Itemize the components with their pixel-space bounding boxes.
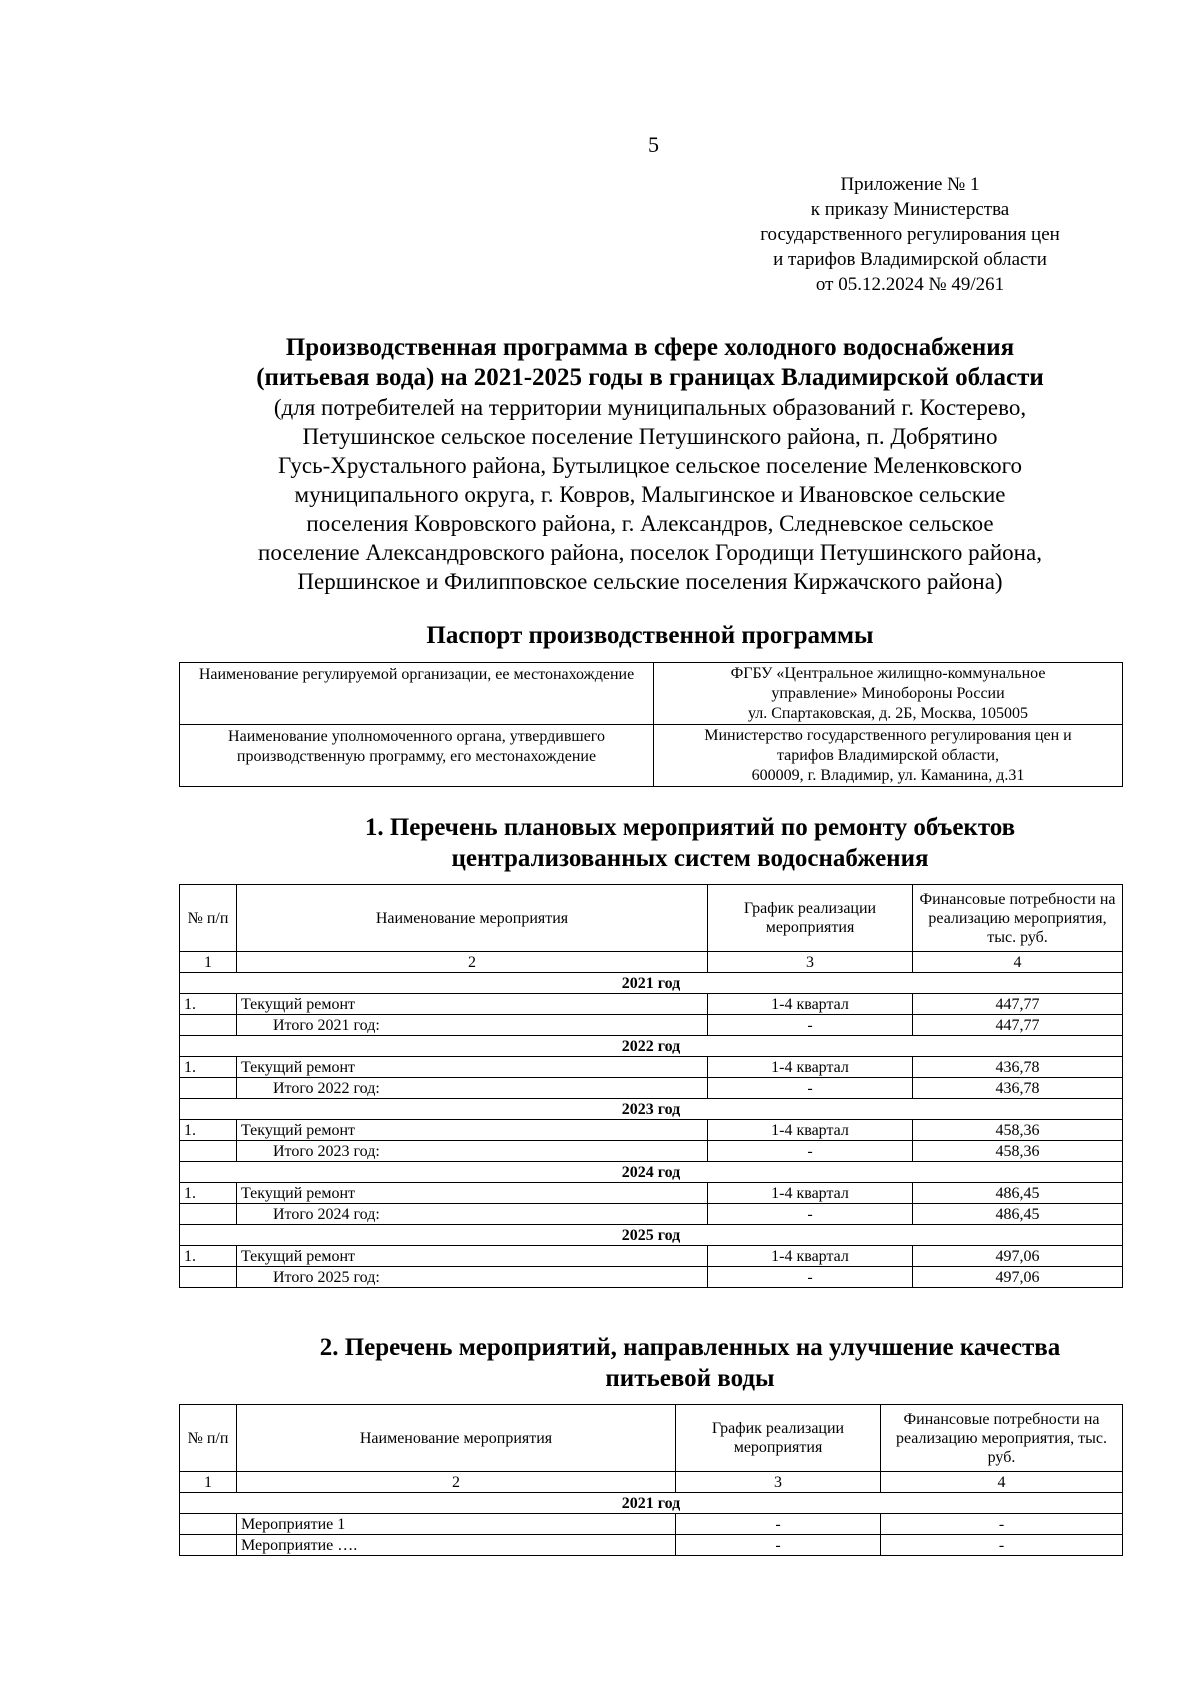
passport-table xyxy=(179,662,1123,787)
header-num: № п/п xyxy=(180,885,237,952)
title-bold-line: (питьевая вода) на 2021-2025 годы в границах Владимирской области xyxy=(256,364,1044,391)
item-name: Текущий ремонт xyxy=(237,1183,708,1204)
annex-line: к приказу Министерства xyxy=(810,199,1010,220)
title-line: Першинское и Филипповское сельские поселения Киржачского района) xyxy=(297,569,1003,594)
total-num xyxy=(180,1078,237,1099)
total-schedule: - xyxy=(708,1267,913,1288)
total-name: Итого 2022 год: xyxy=(237,1078,708,1099)
annex-line: государственного регулирования цен xyxy=(760,224,1060,245)
total-name: Итого 2024 год: xyxy=(237,1204,708,1225)
total-num xyxy=(180,1141,237,1162)
table-row xyxy=(180,1120,1123,1141)
total-name: Итого 2023 год: xyxy=(237,1141,708,1162)
program-title xyxy=(170,333,1130,596)
passport-value-line: ул. Спартаковская, д. 2Б, Москва, 105005 xyxy=(747,705,1029,722)
item-value: 486,45 xyxy=(913,1183,1123,1204)
column-number: 2 xyxy=(237,1472,676,1493)
total-num xyxy=(180,1204,237,1225)
table-row xyxy=(180,994,1123,1015)
passport-value-line: тарифов Владимирской области, xyxy=(776,747,1000,764)
total-value: 436,78 xyxy=(913,1078,1123,1099)
title-line: (для потребителей на территории муниципальных образований г. Костерево, xyxy=(273,395,1027,420)
passport-value-line: 600009, г. Владимир, ул. Каманина, д.31 xyxy=(751,767,1025,784)
annex-line: и тарифов Владимирской области xyxy=(773,249,1047,270)
total-schedule: - xyxy=(708,1204,913,1225)
table-row xyxy=(180,1183,1123,1204)
repair-measures-table xyxy=(179,884,1123,1288)
item-num: 1. xyxy=(180,1246,237,1267)
total-name: Итого 2021 год: xyxy=(237,1015,708,1036)
section-title-line: питьевой воды xyxy=(605,1365,775,1392)
header-schedule: График реализации мероприятия xyxy=(676,1405,881,1472)
year-row xyxy=(180,973,1123,994)
item-value: 447,77 xyxy=(913,994,1123,1015)
year-row xyxy=(180,1099,1123,1120)
header-finance: Финансовые потребности на реализацию мероприятия, тыс. руб. xyxy=(913,885,1123,952)
total-row xyxy=(180,1015,1123,1036)
total-schedule: - xyxy=(708,1015,913,1036)
year-label: 2023 год xyxy=(180,1099,1123,1120)
year-label: 2025 год xyxy=(180,1225,1123,1246)
header-num: № п/п xyxy=(180,1405,237,1472)
header-name: Наименование мероприятия xyxy=(237,885,708,952)
passport-value-line: ФГБУ «Центральное жилищно-коммунальное xyxy=(730,665,1046,682)
total-row xyxy=(180,1078,1123,1099)
item-name: Мероприятие …. xyxy=(237,1535,676,1556)
year-label: 2021 год xyxy=(180,973,1123,994)
column-number: 1 xyxy=(180,952,237,973)
total-value: 486,45 xyxy=(913,1204,1123,1225)
item-value: 458,36 xyxy=(913,1120,1123,1141)
total-value: 458,36 xyxy=(913,1141,1123,1162)
title-bold-line: Производственная программа в сфере холодного водоснабжения xyxy=(285,334,1015,361)
header-name: Наименование мероприятия xyxy=(237,1405,676,1472)
title-line: муниципального округа, г. Ковров, Малыгинское и Ивановское сельские xyxy=(294,482,1006,507)
section-title-line: 1. Перечень плановых мероприятий по ремонту объектов xyxy=(364,814,1016,841)
item-schedule: 1-4 квартал xyxy=(708,1183,913,1204)
total-value: 497,06 xyxy=(913,1267,1123,1288)
item-schedule: 1-4 квартал xyxy=(708,1120,913,1141)
title-line: поселения Ковровского района, г. Александров, Следневское сельское xyxy=(306,511,994,536)
item-name: Текущий ремонт xyxy=(237,1057,708,1078)
passport-row xyxy=(180,663,1123,725)
annex-block xyxy=(720,172,1100,297)
page-number: 5 xyxy=(648,132,659,157)
item-num xyxy=(180,1535,237,1556)
total-name: Итого 2025 год: xyxy=(237,1267,708,1288)
item-num: 1. xyxy=(180,994,237,1015)
year-label: 2021 год xyxy=(180,1493,1123,1514)
table-row xyxy=(180,1514,1123,1535)
year-row xyxy=(180,1225,1123,1246)
item-name: Мероприятие 1 xyxy=(237,1514,676,1535)
annex-line: Приложение № 1 xyxy=(840,174,980,195)
total-schedule: - xyxy=(708,1078,913,1099)
item-value: 497,06 xyxy=(913,1246,1123,1267)
table-header-row xyxy=(180,1405,1123,1472)
passport-title: Паспорт производственной программы xyxy=(426,622,874,649)
item-value: - xyxy=(881,1514,1123,1535)
section-2-title xyxy=(270,1332,1110,1394)
item-schedule: 1-4 квартал xyxy=(708,1057,913,1078)
total-row xyxy=(180,1267,1123,1288)
column-number: 3 xyxy=(708,952,913,973)
section-title-line: централизованных систем водоснабжения xyxy=(451,845,929,872)
total-value: 447,77 xyxy=(913,1015,1123,1036)
table-row xyxy=(180,1246,1123,1267)
item-schedule: - xyxy=(676,1535,881,1556)
item-name: Текущий ремонт xyxy=(237,1246,708,1267)
table-header-row xyxy=(180,885,1123,952)
item-schedule: - xyxy=(676,1514,881,1535)
water-quality-measures-table xyxy=(179,1404,1123,1556)
passport-value-line: Министерство государственного регулирования цен и xyxy=(704,727,1072,744)
title-line: Гусь-Хрустального района, Бутылицкое сельское поселение Меленковского xyxy=(277,453,1023,478)
year-row xyxy=(180,1162,1123,1183)
item-schedule: 1-4 квартал xyxy=(708,1246,913,1267)
title-line: Петушинское сельское поселение Петушинского района, п. Добрятино xyxy=(302,424,998,449)
column-number: 4 xyxy=(881,1472,1123,1493)
passport-value-line: управление» Минобороны России xyxy=(771,685,1005,702)
total-row xyxy=(180,1141,1123,1162)
title-line: поселение Александровского района, поселок Городищи Петушинского района, xyxy=(258,540,1042,565)
year-row xyxy=(180,1036,1123,1057)
column-number: 2 xyxy=(237,952,708,973)
header-schedule: График реализации мероприятия xyxy=(708,885,913,952)
section-title-line: 2. Перечень мероприятий, направленных на улучшение качества xyxy=(319,1334,1061,1361)
passport-value xyxy=(654,725,1123,787)
annex-line: от 05.12.2024 № 49/261 xyxy=(815,274,1005,295)
column-number: 1 xyxy=(180,1472,237,1493)
passport-row xyxy=(180,725,1123,787)
column-number-row xyxy=(180,1472,1123,1493)
item-value: - xyxy=(881,1535,1123,1556)
item-name: Текущий ремонт xyxy=(237,1120,708,1141)
item-value: 436,78 xyxy=(913,1057,1123,1078)
item-name: Текущий ремонт xyxy=(237,994,708,1015)
item-schedule: 1-4 квартал xyxy=(708,994,913,1015)
item-num xyxy=(180,1514,237,1535)
header-finance: Финансовые потребности на реализацию мероприятия, тыс. руб. xyxy=(881,1405,1123,1472)
passport-label: Наименование уполномоченного органа, утвердившего производственную программу, его местонахождение xyxy=(180,725,654,787)
year-label: 2022 год xyxy=(180,1036,1123,1057)
item-num: 1. xyxy=(180,1120,237,1141)
column-number: 4 xyxy=(913,952,1123,973)
table-row xyxy=(180,1057,1123,1078)
total-schedule: - xyxy=(708,1141,913,1162)
total-num xyxy=(180,1267,237,1288)
passport-value xyxy=(654,663,1123,725)
total-num xyxy=(180,1015,237,1036)
column-number: 3 xyxy=(676,1472,881,1493)
total-row xyxy=(180,1204,1123,1225)
table-row xyxy=(180,1535,1123,1556)
column-number-row xyxy=(180,952,1123,973)
passport-label: Наименование регулируемой организации, ее местонахождение xyxy=(180,663,654,725)
item-num: 1. xyxy=(180,1057,237,1078)
item-num: 1. xyxy=(180,1183,237,1204)
year-row xyxy=(180,1493,1123,1514)
section-1-title xyxy=(300,812,1080,874)
year-label: 2024 год xyxy=(180,1162,1123,1183)
